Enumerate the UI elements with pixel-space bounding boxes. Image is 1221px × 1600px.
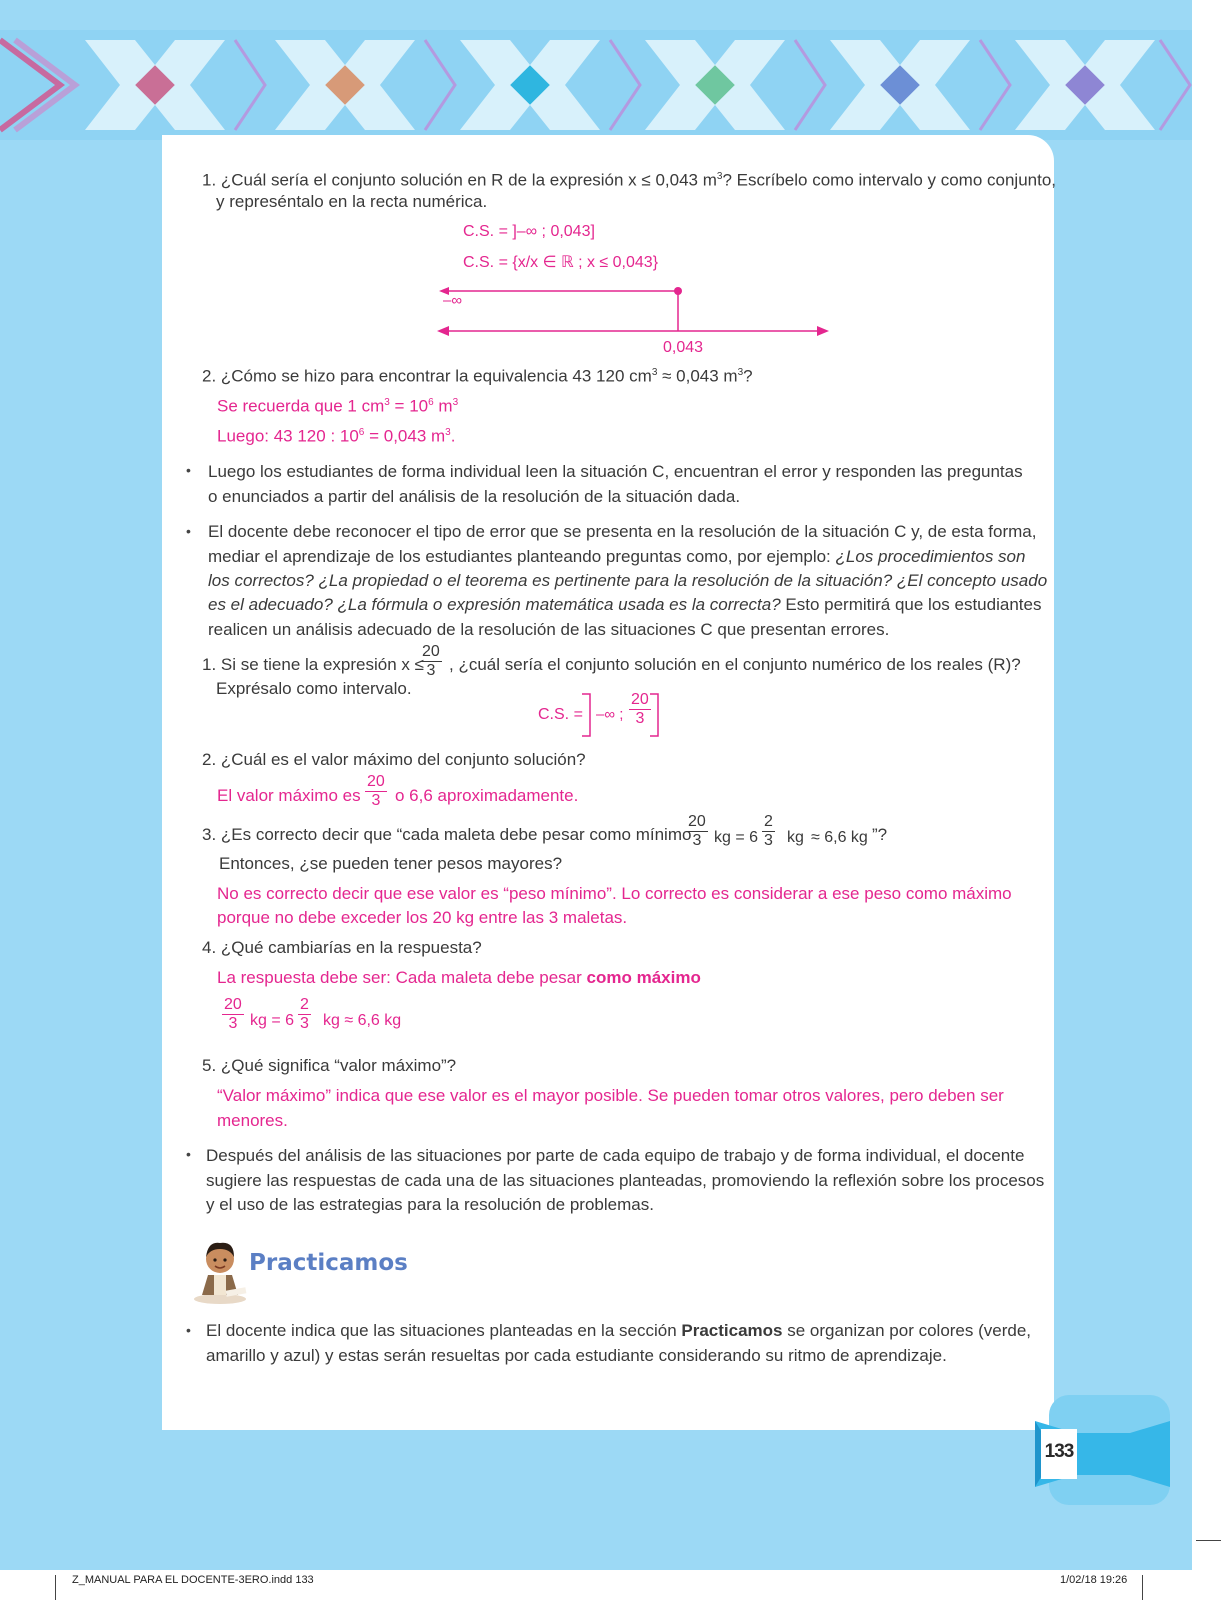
crop-mark xyxy=(1142,1575,1143,1600)
bullet-2-line2: mediar el aprendizaje de los estudiantes planteando preguntas como, por ejemplo: ¿Los procedimientos son xyxy=(208,547,1026,566)
footer-date: 1/02/18 19:26 xyxy=(1060,1574,1128,1586)
solution-set: C.S. = {x/x ∈ ℝ ; x ≤ 0,043} xyxy=(463,254,659,271)
cs-label: C.S. = xyxy=(538,706,583,723)
c-answer-2b: o 6,6 aproximadamente. xyxy=(395,786,579,805)
fraction-2-3: $\frac{2}{3}$ xyxy=(300,996,309,1032)
bullet-2-line1: El docente debe reconocer el tipo de error que se presenta en la resolución de la situación C y, de esta forma, xyxy=(208,522,1037,541)
bullet: • xyxy=(186,1146,191,1162)
fraction-20-3: $\frac{20}{3}$ xyxy=(631,691,649,727)
student-mascot-icon xyxy=(190,1235,250,1305)
section-title: Practicamos xyxy=(249,1250,408,1276)
c-question-4: 4. ¿Qué cambiarías en la respuesta? xyxy=(202,938,482,957)
neg-infinity-label: –∞ xyxy=(443,292,463,309)
bullet: • xyxy=(186,462,191,478)
bullet: • xyxy=(186,1322,191,1338)
fraction-20-3: $\frac{20}{3}$ xyxy=(224,996,242,1032)
c-question-3-kg: kg = 6 xyxy=(714,829,759,846)
c-question-5: 5. ¿Qué significa “valor máximo”? xyxy=(202,1056,457,1075)
bullet-1-line2: o enunciados a partir del análisis de la resolución de la situación dada. xyxy=(208,487,741,506)
c-answer-5-line1: “Valor máximo” indica que ese valor es el mayor posible. Se pueden tomar otros valores, pero deben ser xyxy=(217,1086,1004,1105)
bullet-2-line4: es el adecuado? ¿La fórmula o expresión matemática usada es la correcta? Esto permitirá que los estudiantes xyxy=(208,595,1042,614)
fraction-20-3: $\frac{20}{3}$ xyxy=(367,773,385,809)
c-question-2: 2. ¿Cuál es el valor máximo del conjunto solución? xyxy=(202,750,586,769)
question-2: 2. ¿Cómo se hizo para encontrar la equivalencia 43 120 $cm^3 \approx 0,043$ $m^3$? xyxy=(202,366,753,386)
footer-filename: Z_MANUAL PARA EL DOCENTE-3ERO.indd 133 xyxy=(72,1574,314,1586)
c-answer-3-line1: No es correcto decir que ese valor es “peso mínimo”. Lo correcto es considerar a ese peso como máximo xyxy=(217,884,1012,903)
number-line xyxy=(435,280,835,340)
bullet-4-line1: El docente indica que las situaciones planteadas en la sección Practicamos se organizan por colores (verde, xyxy=(206,1321,1032,1340)
c-question-1-tail: , ¿cuál sería el conjunto solución en el conjunto numérico de los reales (R)? xyxy=(449,655,1021,674)
fraction-20-3: $\frac{20}{3}$ xyxy=(688,813,706,849)
bullet-4-line2: amarillo y azul) y estas serán resueltas por cada estudiante considerando su ritmo de aprendizaje. xyxy=(206,1346,947,1365)
cs-inner: –∞ ; xyxy=(596,706,624,723)
c-question-3-approx: ≈ 6,6 kg xyxy=(811,829,868,846)
bullet-2-line3: los correctos? ¿La propiedad o el teorema es pertinente para la resolución de la situación? ¿El concepto usado xyxy=(208,571,1048,590)
bullet-3-line1: Después del análisis de las situaciones por parte de cada equipo de trabajo y de forma individual, el docente xyxy=(206,1146,1025,1165)
c-answer-4-kg: kg = 6 xyxy=(250,1012,295,1029)
bullet-3-line3: y el uso de las estrategias para la resolución de problemas. xyxy=(206,1195,654,1214)
question-1: 1. ¿Cuál sería el conjunto solución en R de la expresión x ≤ 0,043 $m^3$? Escríbelo como intervalo y como conjunto, xyxy=(202,170,1057,190)
crop-mark xyxy=(1196,1540,1221,1541)
c-question-3-line2: Entonces, ¿se pueden tener pesos mayores? xyxy=(219,854,563,873)
c-answer-4-kg2: kg ≈ 6,6 kg xyxy=(323,1012,402,1029)
crop-mark xyxy=(55,1575,56,1600)
point-label: 0,043 xyxy=(663,339,704,356)
c-answer-2a: El valor máximo es xyxy=(217,786,361,805)
c-answer-4: La respuesta debe ser: Cada maleta debe pesar como máximo xyxy=(217,968,701,987)
page-number: 133 xyxy=(1044,1441,1074,1462)
fraction-2-3: $\frac{2}{3}$ xyxy=(764,813,773,849)
c-question-3-close: ”? xyxy=(872,825,888,844)
c-question-3-kg2: kg xyxy=(787,829,804,846)
answer-2-line2: Luego: 43 120 : $10^6 = 0,043$ $m^3$. xyxy=(217,426,456,446)
bullet-2-line5: realicen un análisis adecuado de la resolución de las situaciones C que presentan errores. xyxy=(208,620,890,639)
c-answer-5-line2: menores. xyxy=(217,1111,288,1130)
question-1-line2: y represéntalo en la recta numérica. xyxy=(216,192,488,211)
c-answer-3-line2: porque no debe exceder los 20 kg entre las 3 maletas. xyxy=(217,908,628,927)
c-question-3: 3. ¿Es correcto decir que “cada maleta debe pesar como mínimo xyxy=(202,825,692,844)
fraction-20-3: $\frac{20}{3}$ xyxy=(422,643,440,679)
bullet-1-line1: Luego los estudiantes de forma individual leen la situación C, encuentran el error y responden las preguntas xyxy=(208,462,1023,481)
decorative-header-band xyxy=(0,30,1192,140)
c-question-1: 1. Si se tiene la expresión x ≤ xyxy=(202,655,424,674)
page-number-badge xyxy=(1035,1395,1170,1505)
bullet: • xyxy=(186,523,191,539)
bullet-3-line2: sugiere las respuestas de cada una de las situaciones planteadas, promoviendo la reflexión sobre los procesos xyxy=(206,1171,1045,1190)
solution-interval: C.S. = ]–∞ ; 0,043] xyxy=(463,223,595,240)
c-question-1-line2: Exprésalo como intervalo. xyxy=(216,679,412,698)
answer-2-line1: Se recuerda que 1 $cm^3 = 10^6$ $m^3$ xyxy=(217,396,459,416)
